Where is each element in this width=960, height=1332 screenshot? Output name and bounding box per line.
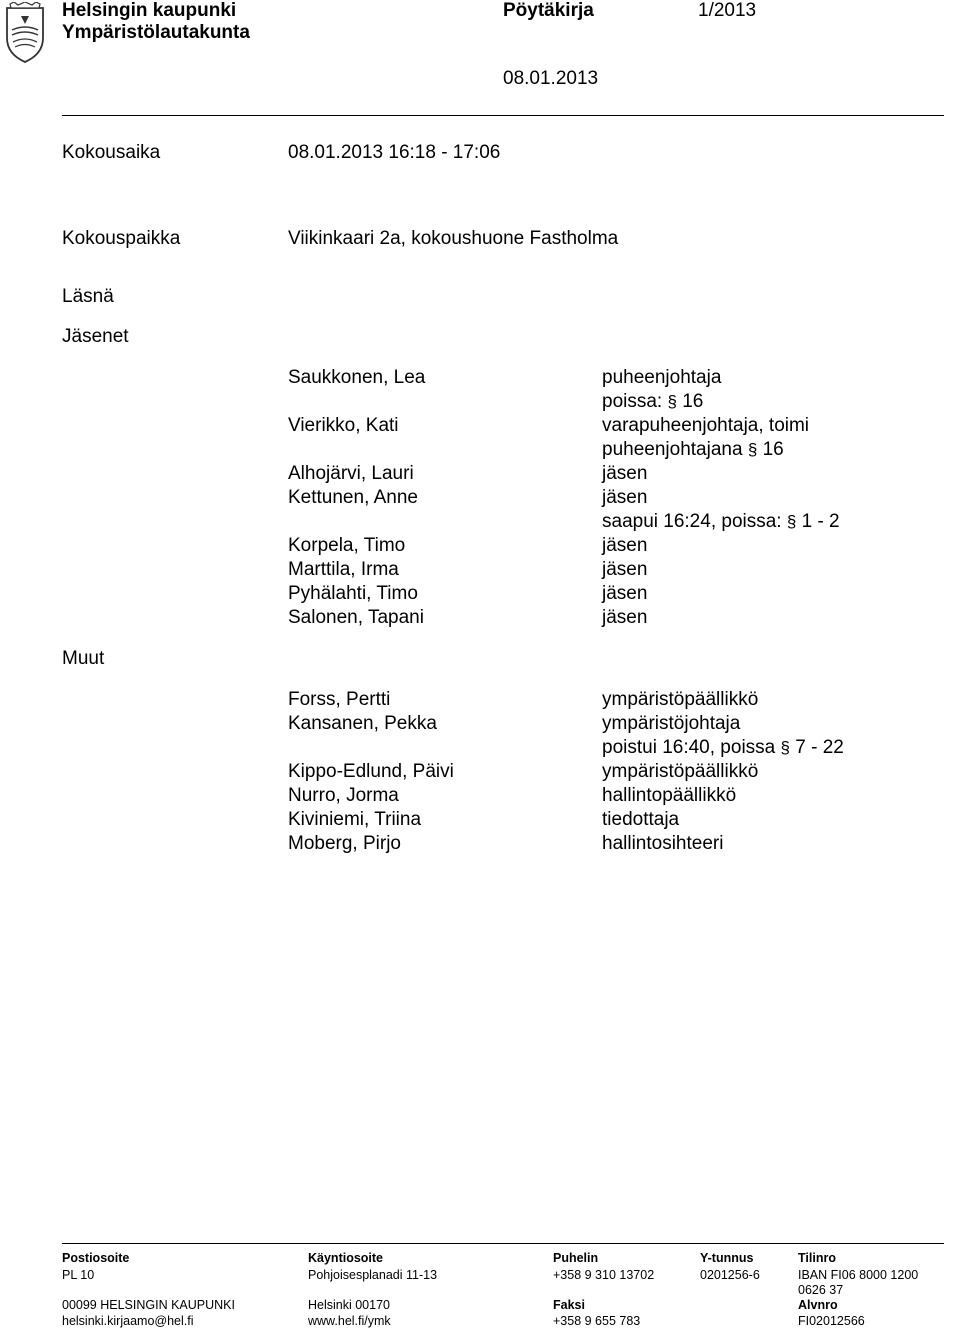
footer-tilinro-label: Tilinro: [798, 1251, 836, 1265]
footer-divider: [62, 1243, 944, 1244]
footer-ytunnus-value: 0201256-6: [700, 1268, 760, 1282]
member-name: Marttila, Irma: [288, 559, 399, 580]
footer-tilinro-value: 0626 37: [798, 1283, 844, 1297]
document-number: 1/2013: [698, 0, 757, 21]
member-note: [602, 390, 703, 414]
footer-email[interactable]: helsinki.kirjaamo@hel.fi: [62, 1314, 194, 1328]
member-role: jäsen: [602, 583, 648, 604]
footer-alvnro-label: Alvnro: [798, 1298, 838, 1312]
member-note: [602, 510, 840, 534]
note-text: poistui 16:40, poissa: [602, 737, 776, 758]
member-name: Alhojärvi, Lauri: [288, 463, 414, 484]
members-label: Jäsenet: [62, 326, 129, 347]
note-section: 1 - 2: [801, 511, 840, 532]
footer-visit-line: Helsinki 00170: [308, 1298, 390, 1312]
helsinki-crest-logo: [4, 2, 46, 64]
footer-postal-line: 00099 HELSINGIN KAUPUNKI: [62, 1298, 235, 1312]
header-divider: [62, 115, 944, 116]
member-role: jäsen: [602, 487, 648, 508]
member-role: jäsen: [602, 559, 648, 580]
other-role: tiedottaja: [602, 809, 680, 830]
note-section: 7 - 22: [795, 737, 844, 758]
footer-visit-line: Pohjoisesplanadi 11-13: [308, 1268, 438, 1282]
section-sign: §: [780, 738, 790, 757]
others-label: Muut: [62, 648, 105, 669]
section-sign: §: [786, 512, 797, 531]
meeting-place-label: Kokouspaikka: [62, 228, 181, 249]
other-name: Kansanen, Pekka: [288, 713, 437, 734]
other-name: Forss, Pertti: [288, 689, 391, 710]
note-section: 16: [762, 439, 784, 460]
section-sign: §: [667, 392, 677, 411]
footer-phone-value: +358 9 310 13702: [553, 1268, 655, 1282]
member-role: puheenjohtaja: [602, 367, 722, 388]
document-date: 08.01.2013: [503, 68, 599, 89]
section-sign: §: [747, 440, 758, 459]
footer-postal-line: PL 10: [62, 1268, 95, 1282]
present-label: Läsnä: [62, 286, 114, 307]
member-name: Korpela, Timo: [288, 535, 406, 556]
member-name: Pyhälahti, Timo: [288, 583, 418, 604]
member-name: Kettunen, Anne: [288, 487, 418, 508]
footer-website-link[interactable]: www.hel.fi/ymk: [308, 1314, 391, 1328]
footer-phone-label: Puhelin: [553, 1251, 599, 1265]
note-section: 16: [682, 391, 704, 412]
meeting-time-label: Kokousaika: [62, 142, 161, 163]
committee-name: Ympäristölautakunta: [62, 22, 250, 43]
footer-alvnro-value: FI02012566: [798, 1314, 865, 1328]
other-note: [602, 736, 844, 760]
other-name: Nurro, Jorma: [288, 785, 399, 806]
footer-fax-value: +358 9 655 783: [553, 1314, 641, 1328]
document-type: Pöytäkirja: [503, 0, 594, 21]
member-role: jäsen: [602, 607, 648, 628]
note-text: saapui 16:24, poissa:: [602, 511, 782, 532]
other-role: hallintopäällikkö: [602, 785, 737, 806]
footer-visit-label: Käyntiosoite: [308, 1251, 384, 1265]
note-text: poissa:: [602, 391, 663, 412]
other-name: Kippo-Edlund, Päivi: [288, 761, 454, 782]
footer-tilinro-value: IBAN FI06 8000 1200: [798, 1268, 919, 1282]
meeting-time-value: 08.01.2013 16:18 - 17:06: [288, 142, 501, 163]
other-role: ympäristöpäällikkö: [602, 761, 759, 782]
member-role: jäsen: [602, 463, 648, 484]
other-name: Kiviniemi, Triina: [288, 809, 422, 830]
other-role: ympäristöpäällikkö: [602, 689, 759, 710]
member-name: Vierikko, Kati: [288, 415, 399, 436]
other-role: ympäristöjohtaja: [602, 713, 741, 734]
member-role: jäsen: [602, 535, 648, 556]
footer-postal-label: Postiosoite: [62, 1251, 130, 1265]
member-name: Saukkonen, Lea: [288, 367, 426, 388]
note-text: puheenjohtajana: [602, 439, 743, 460]
member-name: Salonen, Tapani: [288, 607, 424, 628]
footer-fax-label: Faksi: [553, 1298, 585, 1312]
member-note: [602, 438, 784, 462]
city-name: Helsingin kaupunki: [62, 0, 237, 21]
footer-ytunnus-label: Y-tunnus: [700, 1251, 754, 1265]
member-role: varapuheenjohtaja, toimi: [602, 415, 810, 436]
meeting-place-value: Viikinkaari 2a, kokoushuone Fastholma: [288, 228, 619, 249]
other-role: hallintosihteeri: [602, 833, 724, 854]
other-name: Moberg, Pirjo: [288, 833, 401, 854]
